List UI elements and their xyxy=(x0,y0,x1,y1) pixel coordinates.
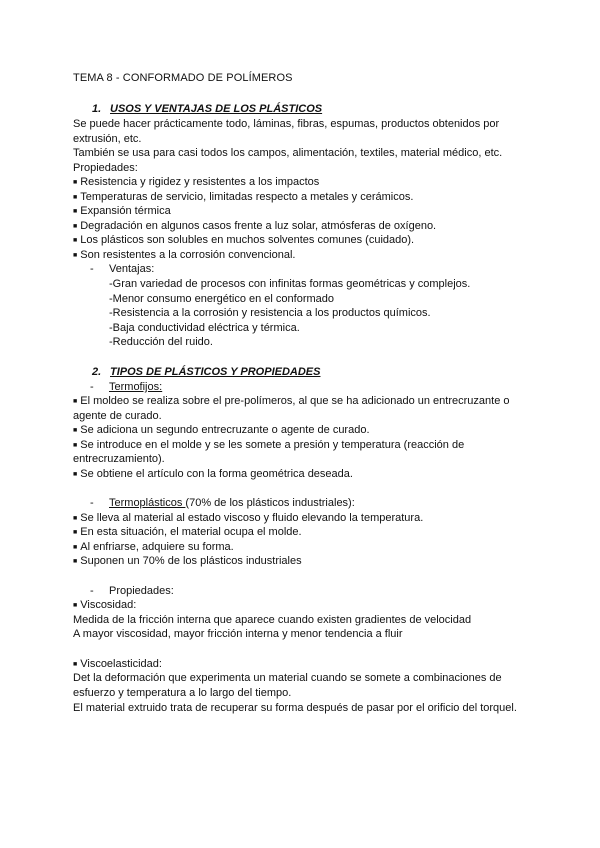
paragraph-line: esfuerzo y temperatura a lo largo del tiempo. xyxy=(73,687,292,699)
bullet-item: ■ Al enfriarse, adquiere su forma. xyxy=(73,540,234,556)
propiedades-label: Propiedades: xyxy=(109,585,174,597)
bullet-item: ■ Se adiciona un segundo entrecruzante o agente de curado. xyxy=(73,423,370,439)
ventaja-item: -Menor consumo energético en el conformado xyxy=(109,293,335,305)
paragraph-line: A mayor viscosidad, mayor fricción interna y menor tendencia a fluir xyxy=(73,628,403,640)
bullet-continuation: agente de curado. xyxy=(73,410,162,422)
section-2-heading xyxy=(92,365,320,379)
paragraph-line: Medida de la fricción interna que aparece cuando existen gradientes de velocidad xyxy=(73,614,472,626)
viscosidad-label: ■ Viscosidad: xyxy=(73,598,136,614)
ventajas-heading: - Ventajas: xyxy=(90,263,155,275)
termoplasticos-note: (70% de los plásticos industriales): xyxy=(185,497,355,509)
bullet-item: ■ Resistencia y rigidez y resistentes a los impactos xyxy=(73,175,319,191)
section-1-heading xyxy=(92,102,322,116)
bullet-item: ■ Suponen un 70% de los plásticos industriales xyxy=(73,554,302,570)
termoplasticos-label: Termoplásticos xyxy=(109,497,186,509)
bullet-item: ■ Se obtiene el artículo con la forma geométrica deseada. xyxy=(73,467,353,483)
ventaja-item: -Gran variedad de procesos con infinitas formas geométricas y complejos. xyxy=(109,278,471,290)
properties-label: Propiedades: xyxy=(73,162,138,174)
termoplasticos-heading: - Termoplásticos (70% de los plásticos industriales): xyxy=(90,497,355,509)
bullet-item: ■ Son resistentes a la corrosión convencional. xyxy=(73,248,295,264)
paragraph-line: Se puede hacer prácticamente todo, láminas, fibras, espumas, productos obtenidos por xyxy=(73,118,500,130)
paragraph-line: extrusión, etc. xyxy=(73,133,142,145)
bullet-item: ■ Se introduce en el molde y se les somete a presión y temperatura (reacción de xyxy=(73,438,464,454)
bullet-item: ■ Degradación en algunos casos frente a luz solar, atmósferas de oxígeno. xyxy=(73,219,436,235)
bullet-item: ■ Se lleva al material al estado viscoso y fluido elevando la temperatura. xyxy=(73,511,423,527)
page-title: TEMA 8 - CONFORMADO DE POLÍMEROS xyxy=(73,72,293,84)
termofijos-heading: - Termofijos: xyxy=(90,381,163,393)
section-2-number: 2. xyxy=(92,366,102,378)
paragraph-line: Det la deformación que experimenta un material cuando se somete a combinaciones de xyxy=(73,672,502,684)
section-1-title: USOS Y VENTAJAS DE LOS PLÁSTICOS xyxy=(110,103,323,115)
paragraph-line: El material extruido trata de recuperar su forma después de pasar por el orificio del torquel. xyxy=(73,702,517,714)
bullet-item: ■ Los plásticos son solubles en muchos solventes comunes (cuidado). xyxy=(73,233,414,249)
bullet-continuation: entrecruzamiento). xyxy=(73,453,165,465)
ventaja-item: -Baja conductividad eléctrica y térmica. xyxy=(109,322,300,334)
bullet-item: ■ Expansión térmica xyxy=(73,204,171,220)
bullet-item: ■ Temperaturas de servicio, limitadas respecto a metales y cerámicos. xyxy=(73,190,413,206)
propiedades-heading: - Propiedades: xyxy=(90,585,174,597)
viscoelasticidad-label: ■ Viscoelasticidad: xyxy=(73,657,162,673)
ventaja-item: -Reducción del ruido. xyxy=(109,336,213,348)
section-1-number: 1. xyxy=(92,103,102,115)
bullet-item: ■ En esta situación, el material ocupa el molde. xyxy=(73,525,302,541)
bullet-item: ■ El moldeo se realiza sobre el pre-polímeros, al que se ha adicionado un entrecruzante o xyxy=(73,394,510,410)
paragraph-line: También se usa para casi todos los campos, alimentación, textiles, material médico, etc. xyxy=(73,147,503,159)
section-2-title: TIPOS DE PLÁSTICOS Y PROPIEDADES xyxy=(110,366,321,378)
termofijos-label: Termofijos: xyxy=(109,381,163,393)
ventaja-item: -Resistencia a la corrosión y resistencia a los productos químicos. xyxy=(109,307,431,319)
ventajas-label: Ventajas: xyxy=(109,263,155,275)
